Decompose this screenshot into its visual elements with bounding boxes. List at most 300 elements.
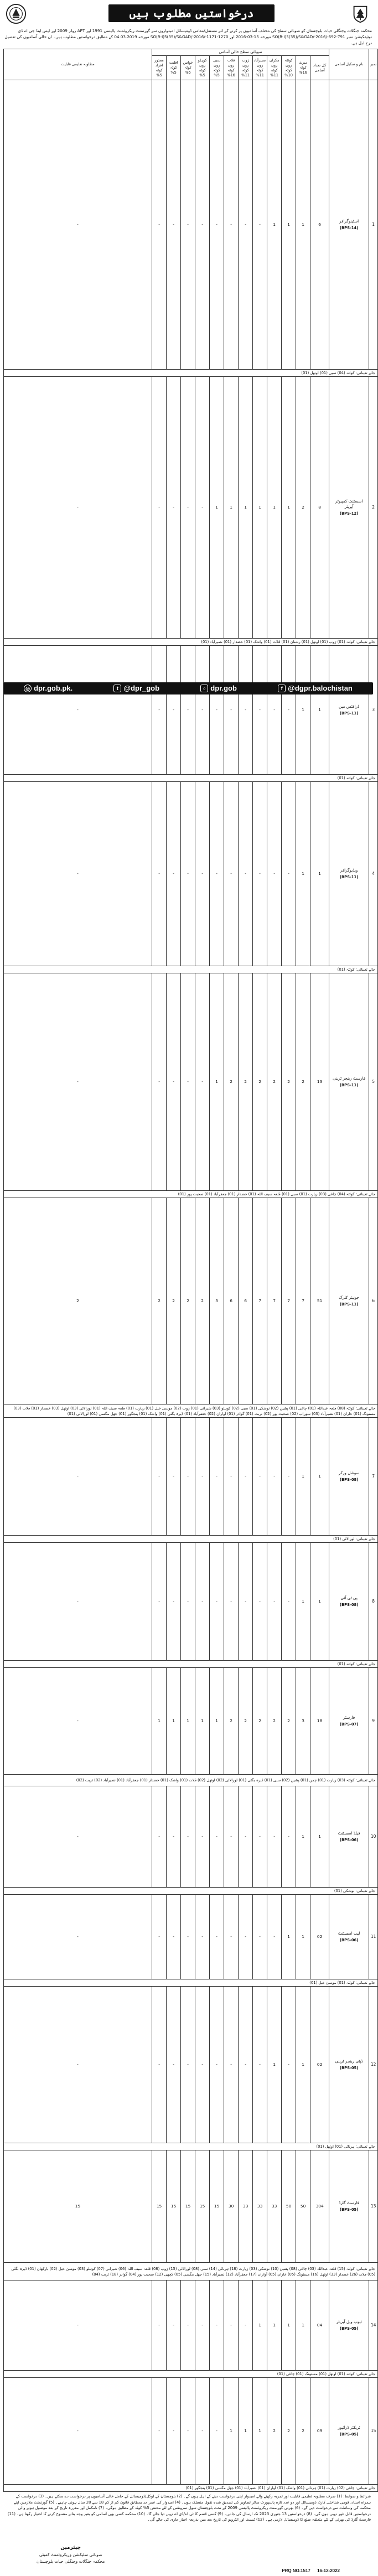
row-quota-cell: - <box>152 1987 167 2143</box>
posting-places: جائے تعیناتی: کوئٹہ (03) زیارت (01) چمن (01) پشین (02) سبی (01) ڈیرہ بگٹی (01) لورالائی (02) اوتھل (02) قلات (01) واشک (01) خضدار (01) جعفرآباد (01) نصیرآباد (02) تربت (02) <box>4 1775 378 1786</box>
row-quota-cell: - <box>239 1418 253 1536</box>
facebook-icon: f <box>278 685 286 692</box>
header-serial: نمبر <box>369 49 378 80</box>
facebook-link[interactable] <box>278 684 353 693</box>
row-quota-cell: 33 <box>239 2150 253 2263</box>
row-quota-cell: - <box>210 646 224 775</box>
table-row <box>4 377 378 639</box>
row-quota-cell: - <box>224 1786 239 1888</box>
row-quota-cell: - <box>152 1786 167 1888</box>
header-qualification: مطلوبہ تعلیمی قابلیت <box>4 49 152 80</box>
row-quota-cell: - <box>152 973 167 1191</box>
row-quota-cell: 15 <box>167 2150 181 2263</box>
row-quota-cell: - <box>152 782 167 966</box>
row-quota-cell: - <box>4 80 152 370</box>
row-quota-cell: - <box>224 80 239 370</box>
row-serial: 13 <box>369 2150 378 2263</box>
table-row <box>4 80 378 370</box>
posting-places: جائے تعیناتی: کوئٹہ (01) ژوب (01) اوتھل (01) رشتان (01) قلات (01) واشک (01) خضدار (01) نصیرآباد (01) <box>4 639 378 646</box>
row-quota-cell: - <box>4 2378 152 2485</box>
row-post-name <box>329 1668 369 1775</box>
twitter-link[interactable] <box>113 684 159 693</box>
posting-places-row <box>4 1191 378 1198</box>
row-quota-cell: - <box>224 1987 239 2143</box>
row-serial: 15 <box>369 2378 378 2485</box>
row-quota-cell: 02 <box>310 1987 329 2143</box>
instagram-link[interactable] <box>200 684 237 693</box>
post-title: ویڈیوگرافر <box>340 868 358 873</box>
posting-places-row <box>4 1775 378 1786</box>
row-post-name <box>329 1543 369 1661</box>
twitter-handle: @dpr_gob <box>123 683 160 692</box>
row-quota-cell: 30 <box>224 2150 239 2263</box>
row-quota-cell: - <box>195 80 210 370</box>
row-quota-cell: 33 <box>267 2150 282 2263</box>
header-kalat-zone: قلات زون کوٹہ 16% <box>224 56 239 80</box>
table-row <box>4 1543 378 1661</box>
table-row <box>4 973 378 1191</box>
row-quota-cell: 1 <box>239 377 253 639</box>
row-serial: 8 <box>369 1543 378 1661</box>
row-quota-cell: - <box>4 973 152 1191</box>
vacancies-table-body <box>4 80 378 2492</box>
table-row <box>4 646 378 775</box>
row-serial: 9 <box>369 1668 378 1775</box>
row-quota-cell: - <box>282 1543 296 1661</box>
row-quota-cell: - <box>181 377 195 639</box>
row-quota-cell: 15 <box>4 2150 152 2263</box>
row-quota-cell: - <box>152 646 167 775</box>
row-quota-cell: - <box>181 80 195 370</box>
row-quota-cell: 15 <box>181 2150 195 2263</box>
row-quota-cell: 1 <box>210 377 224 639</box>
row-quota-cell: 1 <box>267 80 282 370</box>
post-title: فیلڈ اسسٹنٹ <box>338 1831 360 1836</box>
row-quota-cell: 2 <box>224 973 239 1191</box>
post-scale: (BPS-08) <box>339 1603 359 1607</box>
header-women-quota: خواتین کوٹہ 5% <box>181 56 195 80</box>
row-quota-cell: - <box>253 1786 267 1888</box>
row-quota-cell: - <box>282 1418 296 1536</box>
row-quota-cell: 15 <box>195 2150 210 2263</box>
table-row <box>4 2150 378 2263</box>
row-quota-cell: - <box>195 1543 210 1661</box>
post-title: فارسٹ گارڈ <box>339 2200 359 2205</box>
posting-places: جائے تعیناتی: کوئٹہ (15) قلعہ عبداللہ (03) چاغی (08) پشین (10) نوشکی (03) زیارت (18) ہرنائی (14) سبی (08) لورالائی (15) ژوب (08) قلعہ سیف اللہ (06) شیرانی (07) کوہلو (03) موسیٰ خیل (02) بارکھان (01) ڈیرہ بگٹی (05) قلات (26) خضدار (33) اوتھل (16) مستونگ (05) خاران (05) آواران (17) جعفرآباد (12) نصیرآباد (15) جھل مگسی (05) کچھی (12) صحبت پور (04) گوادر (18) تربت (04) <box>4 2263 378 2280</box>
row-quota-cell: - <box>152 377 167 639</box>
row-quota-cell: - <box>224 1418 239 1536</box>
social-media-bar <box>3 682 373 694</box>
row-quota-cell: 1 <box>296 1543 310 1661</box>
row-post-name <box>329 80 369 370</box>
row-quota-cell: 8 <box>310 377 329 639</box>
row-quota-cell: 6 <box>224 1198 239 1404</box>
row-post-name <box>329 973 369 1191</box>
row-quota-cell: - <box>181 2280 195 2371</box>
row-post-name <box>329 1987 369 2143</box>
row-quota-cell: - <box>282 646 296 775</box>
post-title: ڈرافٹس مین <box>339 704 360 709</box>
row-quota-cell: 1 <box>310 646 329 775</box>
terms-and-conditions: شرائط و ضوابط: (1) صرف مطلوبہ تعلیمی قابلیت اور تجربہ رکھنے والے امیدوار اپنی درخواست دینے کے اہل ہوں گے۔ (2) بلوچستان کے لوکل/ڈومیسائل کے حامل خالی آسامیوں پر درخواست دے سکتے ہیں۔ (3) درخواست کے ہمراہ اسناد، قومی شناختی کارڈ، ڈومیسائل اور دو عدد تازہ پاسپورٹ سائز تصاویر کی تصدیق شدہ نقول منسلک ہوں۔ (4) امیدوار کی عمر حد بمطابق قانون کم از کم 18 سے 28 سال ہونی چاہیے۔ (5) گورنمنٹ ملازمین اپنے محکمہ کی وساطت سے درخواست دیں گے۔ (6) بھرتی گورنمنٹ ریکروٹمنٹ پالیسی 2009 کے تحت بلوچستان سول سرونٹس کے لئے مختص 5% کوٹہ کے مطابق ہوگی۔ (7) نامکمل اور مقررہ تاریخ کے بعد موصول ہونے والی درخواستیں قابل غور نہیں ہوں گی۔ (8) درخواستیں 13 جنوری 2023 تک ارسال کی جائیں۔ (9) کسی قسم کا ٹی اے/ڈی اے نہیں دیا جائے گا۔ (10) محکمہ کسی بھی آسامی کو بغیر وجہ بتائے منسوخ کرنے کا اختیار رکھتا ہے۔ (11) فارسٹ گارڈ کی بھرتی کے لئے متعلقہ ضلع کا ڈومیسائل لازمی ہے۔ (12) ٹیسٹ اور انٹرویو کی تاریخ بعد میں بذریعہ اخبار جاری کی جائے گی۔ <box>7 2494 371 2522</box>
row-quota-cell: - <box>181 973 195 1191</box>
row-quota-cell: - <box>239 2280 253 2371</box>
post-scale: (BPS-11) <box>339 1083 359 1087</box>
posting-places-row <box>4 1536 378 1543</box>
table-row <box>4 2280 378 2371</box>
row-quota-cell: - <box>152 1895 167 1979</box>
row-quota-cell: - <box>239 646 253 775</box>
header-disabled-quota: معذور افراد کوٹہ 5% <box>152 56 167 80</box>
row-quota-cell: 1 <box>282 80 296 370</box>
row-quota-cell: 1 <box>310 1418 329 1536</box>
chairman-title: چیئرمین <box>60 2545 81 2551</box>
row-quota-cell: 2 <box>181 1198 195 1404</box>
row-quota-cell: - <box>210 80 224 370</box>
posting-places: جائے تعیناتی: کوئٹہ (01) <box>4 1661 378 1668</box>
post-title: سوشل ورکر <box>338 1470 360 1475</box>
prq-number: PRQ NO.1517 <box>282 2568 310 2573</box>
row-quota-cell: - <box>239 1895 253 1979</box>
row-quota-cell: - <box>167 80 181 370</box>
posting-places-row <box>4 966 378 973</box>
row-quota-cell: - <box>152 80 167 370</box>
row-quota-cell: - <box>152 2280 167 2371</box>
post-title: اسسٹنٹ کمپیوٹر آپریٹر <box>335 499 363 509</box>
row-quota-cell: 7 <box>267 1198 282 1404</box>
row-quota-cell: 1 <box>239 2378 253 2485</box>
row-quota-cell: - <box>210 1418 224 1536</box>
row-quota-cell: 1 <box>296 2280 310 2371</box>
row-quota-cell: - <box>253 782 267 966</box>
row-quota-cell: - <box>152 1418 167 1536</box>
post-scale: (BPS-11) <box>339 1302 359 1307</box>
row-quota-cell: - <box>167 2280 181 2371</box>
posting-places: جائے تعیناتی: کوئٹہ (08) قلعہ عبداللہ (01) چاغی (01) پشین (02) نوشکی (01) سبی (02) کوہلو (03) شیرانی (01) ژوب (02) موسیٰ خیل (01) زیارت (01) قلعہ سیف اللہ (01) لورالائی (03) اوتھل (03) خضدار (01) قلات (03) مستونگ (01) خاران (01) نصیرآباد (03) سوراب (02) صحبت پور (02) تربت (01) گوادر (01) آواران (02) جعفرآباد (01) ڈیرہ بگٹی (01) واشک (01) پنجگور (01) جھل مگسی (01) لورالائی (01) <box>4 1404 378 1418</box>
row-quota-cell: - <box>195 1987 210 2143</box>
row-quota-cell: - <box>167 1895 181 1979</box>
row-post-name <box>329 782 369 966</box>
row-quota-cell: 1 <box>310 1543 329 1661</box>
row-quota-cell: 1 <box>267 2280 282 2371</box>
header-minority-quota: اقلیت کوٹہ 5% <box>167 56 181 80</box>
post-title: ٹیوب ویل آپریٹر <box>336 2319 362 2324</box>
row-quota-cell: 2 <box>282 2378 296 2485</box>
posting-places-row <box>4 2263 378 2280</box>
row-quota-cell: 09 <box>310 2378 329 2485</box>
row-post-name <box>329 1895 369 1979</box>
row-quota-cell: - <box>4 1668 152 1775</box>
row-quota-cell: 3 <box>210 1198 224 1404</box>
row-quota-cell: - <box>167 646 181 775</box>
row-quota-cell: 3 <box>296 1668 310 1775</box>
posting-places: جائے تعیناتی: کوئٹہ (04) سبی (01) اوتھل (01) <box>4 370 378 377</box>
forest-department-logo-icon <box>350 3 371 24</box>
post-title: لیب اسسٹنٹ <box>338 1931 360 1936</box>
row-quota-cell: 1 <box>296 1786 310 1888</box>
row-quota-cell: - <box>167 1543 181 1661</box>
post-title: فارسٹ رینجر ٹرینی <box>333 1076 366 1081</box>
signature-block <box>3 2545 373 2576</box>
row-quota-cell: 2 <box>253 1668 267 1775</box>
row-serial: 2 <box>369 377 378 639</box>
row-quota-cell: - <box>210 782 224 966</box>
post-scale: (BPS-05) <box>339 2066 359 2070</box>
row-serial: 6 <box>369 1198 378 1404</box>
posting-places-row <box>4 1888 378 1895</box>
header-zones-title: صوبائی سطح خالی آسامی <box>152 49 329 56</box>
post-scale: (BPS-05) <box>339 2432 359 2437</box>
row-quota-cell: 1 <box>195 1668 210 1775</box>
row-quota-cell: - <box>253 1987 267 2143</box>
row-quota-cell: - <box>224 1543 239 1661</box>
row-quota-cell: - <box>267 1418 282 1536</box>
row-quota-cell: - <box>195 2378 210 2485</box>
table-row <box>4 1987 378 2143</box>
post-title: جونیئر کلرک <box>339 1295 360 1300</box>
row-quota-cell: - <box>167 2378 181 2485</box>
row-quota-cell: 1 <box>282 2280 296 2371</box>
instagram-icon: ○ <box>200 685 208 692</box>
row-quota-cell: 2 <box>4 1198 152 1404</box>
instagram-handle: dpr.gob <box>210 683 237 692</box>
row-quota-cell: - <box>239 1987 253 2143</box>
row-serial: 5 <box>369 973 378 1191</box>
row-serial: 7 <box>369 1418 378 1536</box>
row-quota-cell: - <box>224 782 239 966</box>
row-quota-cell: 50 <box>282 2150 296 2263</box>
row-serial: 12 <box>369 1987 378 2143</box>
header-post: نام و سکیل آسامی <box>329 49 369 80</box>
post-scale: (BPS-05) <box>339 2207 359 2212</box>
row-quota-cell: 1 <box>253 2378 267 2485</box>
twitter-icon: t <box>113 685 121 692</box>
row-quota-cell: 6 <box>239 1198 253 1404</box>
row-quota-cell: - <box>239 80 253 370</box>
row-quota-cell: - <box>253 1418 267 1536</box>
row-quota-cell: - <box>181 1895 195 1979</box>
row-quota-cell: 2 <box>152 1198 167 1404</box>
row-quota-cell: 1 <box>296 80 310 370</box>
header <box>3 2 373 27</box>
intro-paragraph: محکمہ جنگلات وجنگلی حیات بلوچستان کو صوبائی سطح کی مختلف آسامیوں پر کرنے کے لئے مستقل/مقامی ڈومیسائل امیدواروں سے گورنمنٹ ریکروٹمنٹ پالیسی 1991 اور APT رولز 2009 اور ایس اینڈ جی اے ڈی نوٹیفکیشن نمبر SO(R-I)5(35)/S&GAD/-2016/-692-791 مورخہ 15-03-2016 اور SO(R-I)5(35)/S&GAD/-2016/-1171-1270 مورخہ 04.03.2019 کے مطابق درخواستیں مطلوب ہیں۔ ان خالی آسامیوں کی تفصیل درج ذیل ہے۔ <box>4 28 372 45</box>
posting-places: جائے تعیناتی: ہرنائی (01) اوتھل (01) <box>4 2143 378 2150</box>
row-quota-cell: - <box>4 1418 152 1536</box>
row-quota-cell: 1 <box>267 377 282 639</box>
post-scale: (BPS-11) <box>339 875 359 879</box>
row-quota-cell: 304 <box>310 2150 329 2263</box>
row-quota-cell: 2 <box>282 973 296 1191</box>
header-merit: میرٹ کوٹہ 16% <box>296 56 310 80</box>
row-quota-cell: - <box>152 1543 167 1661</box>
globe-icon: ◎ <box>24 685 32 692</box>
posting-places-row <box>4 2143 378 2150</box>
row-quota-cell: 1 <box>296 1987 310 2143</box>
row-quota-cell: - <box>210 1543 224 1661</box>
post-scale: (BPS-06) <box>339 1838 359 1842</box>
row-quota-cell: 2 <box>195 1198 210 1404</box>
posting-places-row <box>4 370 378 377</box>
row-quota-cell: 51 <box>310 1198 329 1404</box>
row-quota-cell: - <box>253 1543 267 1661</box>
row-quota-cell: - <box>210 1895 224 1979</box>
row-quota-cell: - <box>253 646 267 775</box>
row-quota-cell: - <box>267 1543 282 1661</box>
row-quota-cell: - <box>195 1418 210 1536</box>
row-quota-cell: - <box>181 1418 195 1536</box>
row-quota-cell: 1 <box>282 377 296 639</box>
table-row <box>4 2378 378 2485</box>
row-quota-cell: 1 <box>224 377 239 639</box>
table-row <box>4 1418 378 1536</box>
row-quota-cell: 1 <box>167 1668 181 1775</box>
posting-places-row <box>4 1404 378 1418</box>
row-quota-cell: - <box>267 1895 282 1979</box>
posting-places: جائے تعیناتی: کوئٹہ (01) <box>4 775 378 782</box>
row-quota-cell: 7 <box>282 1198 296 1404</box>
row-quota-cell: - <box>282 782 296 966</box>
row-serial: 11 <box>369 1895 378 1979</box>
row-serial: 4 <box>369 782 378 966</box>
row-quota-cell: - <box>210 2378 224 2485</box>
row-quota-cell: 1 <box>296 646 310 775</box>
post-title: پی ٹی آئی <box>340 1595 358 1600</box>
row-quota-cell: - <box>224 2280 239 2371</box>
row-quota-cell: - <box>167 377 181 639</box>
row-quota-cell: 2 <box>239 973 253 1191</box>
header-makran-zone: مکران زون کوٹہ 11% <box>267 56 282 80</box>
row-quota-cell: - <box>224 646 239 775</box>
row-quota-cell: - <box>239 1543 253 1661</box>
row-quota-cell: - <box>210 1786 224 1888</box>
row-quota-cell: - <box>152 2378 167 2485</box>
table-row <box>4 1668 378 1775</box>
row-quota-cell: 7 <box>296 1198 310 1404</box>
row-quota-cell: - <box>267 1786 282 1888</box>
department-name: محکمہ جنگلات وجنگلی حیات بلوچستان <box>37 2558 105 2564</box>
row-quota-cell: - <box>282 1786 296 1888</box>
row-post-name <box>329 377 369 639</box>
row-quota-cell: 02 <box>310 1895 329 1979</box>
prq-reference <box>276 2568 340 2574</box>
vacancies-table <box>3 49 378 2492</box>
row-quota-cell: - <box>267 782 282 966</box>
facebook-handle: @dgpr.balochistan <box>288 683 353 692</box>
post-scale: (BPS-11) <box>339 711 359 716</box>
row-quota-cell: 1 <box>282 1895 296 1979</box>
row-quota-cell: 1 <box>210 973 224 1191</box>
table-row <box>4 1786 378 1888</box>
row-quota-cell: 1 <box>181 1668 195 1775</box>
row-post-name <box>329 1418 369 1536</box>
row-quota-cell: 2 <box>296 973 310 1191</box>
row-quota-cell: - <box>167 1987 181 2143</box>
row-quota-cell: 1 <box>253 377 267 639</box>
row-quota-cell: 6 <box>310 80 329 370</box>
row-quota-cell: - <box>4 646 152 775</box>
row-quota-cell: 1 <box>152 1668 167 1775</box>
posting-places-row <box>4 1661 378 1668</box>
posting-places-row <box>4 2485 378 2492</box>
table-row <box>4 1895 378 1979</box>
row-quota-cell: - <box>224 1895 239 1979</box>
row-quota-cell: 1 <box>296 782 310 966</box>
row-quota-cell: - <box>4 1895 152 1979</box>
row-quota-cell: - <box>239 782 253 966</box>
row-quota-cell: - <box>181 1987 195 2143</box>
posting-places: جائے تعیناتی: لورالائی (01) <box>4 1536 378 1543</box>
row-quota-cell: 13 <box>310 973 329 1191</box>
table-row <box>4 1198 378 1404</box>
header-zhob-zone: ژوب زون کوٹہ 11% <box>239 56 253 80</box>
row-quota-cell: - <box>167 1786 181 1888</box>
row-quota-cell: - <box>4 377 152 639</box>
row-quota-cell: 33 <box>253 2150 267 2263</box>
row-quota-cell: 1 <box>296 1418 310 1536</box>
row-quota-cell: - <box>195 782 210 966</box>
posting-places-row <box>4 775 378 782</box>
row-quota-cell: 2 <box>253 973 267 1191</box>
balochistan-government-emblem-icon <box>6 3 27 24</box>
row-quota-cell: 2 <box>267 973 282 1191</box>
row-quota-cell: 50 <box>296 2150 310 2263</box>
row-quota-cell: - <box>4 2280 152 2371</box>
row-quota-cell: 1 <box>253 2280 267 2371</box>
posting-places: جائے تعیناتی: کوئٹہ (01) <box>4 966 378 973</box>
post-scale: (BPS-05) <box>339 2326 359 2331</box>
row-quota-cell: - <box>210 1987 224 2143</box>
committee-name: صوبائی سلیکشن وریکروٹمنٹ کمیٹی <box>39 2552 102 2558</box>
posting-places: جائے تعیناتی: کوئٹہ (01) اوتھل (01) مستونگ (01) چاغی (01) <box>4 2371 378 2378</box>
row-quota-cell: - <box>195 2280 210 2371</box>
row-quota-cell: 7 <box>253 1198 267 1404</box>
row-quota-cell: - <box>181 2378 195 2485</box>
row-quota-cell: 2 <box>224 1668 239 1775</box>
row-quota-cell: 2 <box>296 377 310 639</box>
row-quota-cell: - <box>210 2280 224 2371</box>
row-post-name <box>329 2378 369 2485</box>
row-quota-cell: 1 <box>224 2378 239 2485</box>
header-naseerabad-zone: نصیرآباد زون کوٹہ 11% <box>253 56 267 80</box>
row-quota-cell: 04 <box>310 2280 329 2371</box>
row-quota-cell: - <box>253 80 267 370</box>
header-sibi-zone: سبی زون کوٹہ 5% <box>210 56 224 80</box>
post-title: فارسٹر <box>343 1715 355 1720</box>
row-quota-cell: - <box>4 1543 152 1661</box>
post-scale: (BPS-12) <box>339 511 359 516</box>
posting-places: جائے تعیناتی: نوشکی (01) <box>4 1888 378 1895</box>
row-quota-cell: 15 <box>210 2150 224 2263</box>
row-quota-cell: - <box>167 973 181 1191</box>
website-link[interactable] <box>24 684 73 693</box>
row-quota-cell: 1 <box>296 1895 310 1979</box>
row-quota-cell: - <box>181 1786 195 1888</box>
row-quota-cell: - <box>181 1543 195 1661</box>
row-post-name <box>329 1198 369 1404</box>
post-title: ڈپٹی رینجر ٹرینی <box>335 2059 363 2064</box>
chairman-signature <box>37 2545 105 2564</box>
row-quota-cell: 2 <box>267 2378 282 2485</box>
row-quota-cell: - <box>4 782 152 966</box>
row-quota-cell: - <box>195 646 210 775</box>
row-quota-cell: 1 <box>310 782 329 966</box>
row-quota-cell: - <box>181 646 195 775</box>
row-quota-cell: 1 <box>310 1786 329 1888</box>
row-quota-cell: - <box>167 782 181 966</box>
post-scale: (BPS-07) <box>339 1722 359 1727</box>
post-scale: (BPS-14) <box>339 226 359 230</box>
row-serial: 10 <box>369 1786 378 1888</box>
